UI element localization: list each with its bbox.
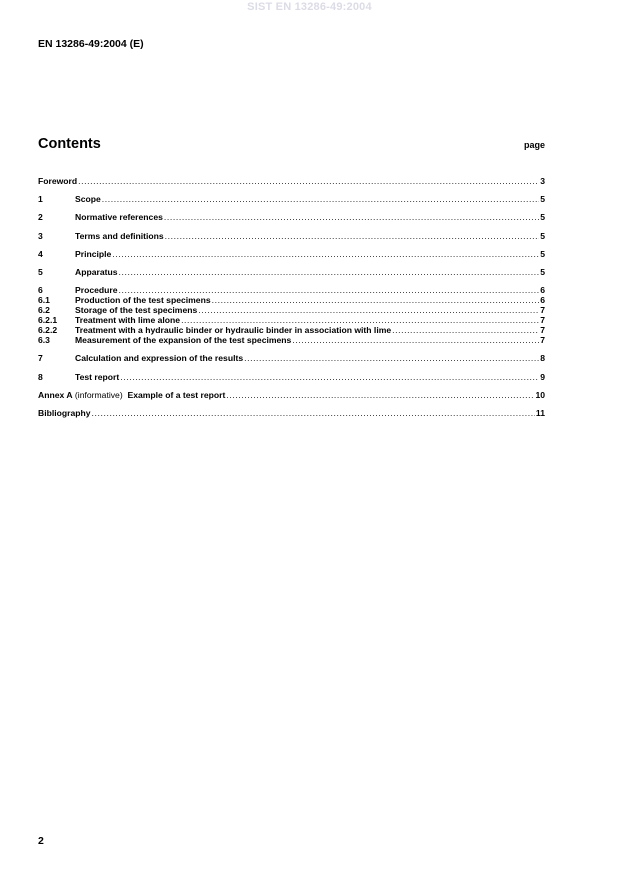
dot-leader bbox=[226, 390, 534, 400]
toc-entry-normative-references[interactable] bbox=[38, 212, 545, 222]
toc-entry-title: Apparatus bbox=[75, 266, 118, 277]
annex-qualifier: (informative) bbox=[72, 389, 123, 400]
toc-entry-page: 5 bbox=[540, 212, 545, 223]
toc-entry-title: Scope bbox=[75, 194, 101, 205]
toc-entry-title: Calculation and expression of the results bbox=[75, 353, 244, 364]
toc-entry-title: Treatment with lime alone bbox=[75, 315, 181, 326]
document-identifier: EN 13286-49:2004 (E) bbox=[38, 38, 144, 50]
toc-entry-scope[interactable] bbox=[38, 194, 545, 204]
toc-entry-page: 6 bbox=[540, 295, 545, 306]
dot-leader bbox=[165, 231, 540, 241]
dot-leader bbox=[119, 285, 540, 295]
toc-entry-title: Bibliography bbox=[38, 407, 91, 418]
toc-entry-title: Principle bbox=[75, 248, 112, 259]
toc-entry-number: 8 bbox=[38, 371, 43, 382]
toc-entry-calculation[interactable] bbox=[38, 353, 545, 363]
toc-entry-page: 11 bbox=[535, 407, 545, 418]
toc-entry-number: 6.2.1 bbox=[38, 315, 58, 326]
toc-entry-page: 7 bbox=[540, 335, 545, 346]
dot-leader bbox=[164, 212, 539, 222]
toc-entry-page: 8 bbox=[540, 353, 545, 364]
toc-entry-measurement-of-expansion[interactable] bbox=[38, 335, 545, 345]
toc-entry-number: 7 bbox=[38, 353, 43, 364]
dot-leader bbox=[198, 305, 539, 315]
toc-entry-principle[interactable] bbox=[38, 249, 545, 259]
toc-entry-page: 9 bbox=[540, 371, 545, 382]
contents-heading: Contents bbox=[38, 136, 101, 152]
toc-entry-title bbox=[38, 390, 225, 400]
toc-entry-number: 6 bbox=[38, 285, 43, 296]
dot-leader bbox=[112, 249, 539, 259]
toc-entry-page: 7 bbox=[540, 325, 545, 336]
toc-entry-number: 6.1 bbox=[38, 295, 50, 306]
toc-entry-production-of-specimens[interactable] bbox=[38, 295, 545, 305]
toc-entry-page: 5 bbox=[540, 266, 545, 277]
toc-entry-number: 5 bbox=[38, 266, 43, 277]
toc-entry-annex-a[interactable] bbox=[38, 390, 545, 400]
toc-entry-page: 7 bbox=[540, 305, 545, 316]
page-column-label: page bbox=[523, 140, 545, 150]
toc-entry-page: 5 bbox=[540, 248, 545, 259]
dot-leader bbox=[392, 325, 539, 335]
toc-entry-number: 4 bbox=[38, 248, 43, 259]
toc-entry-procedure[interactable] bbox=[38, 285, 545, 295]
toc-entry-apparatus[interactable] bbox=[38, 267, 545, 277]
table-of-contents bbox=[38, 176, 545, 418]
toc-entry-title: Storage of the test specimens bbox=[75, 305, 198, 316]
dot-leader bbox=[181, 315, 539, 325]
dot-leader bbox=[244, 353, 539, 363]
toc-entry-terms-and-definitions[interactable] bbox=[38, 231, 545, 241]
toc-entry-title: Procedure bbox=[75, 285, 118, 296]
toc-entry-title: Foreword bbox=[38, 176, 78, 186]
toc-entry-page: 5 bbox=[540, 194, 545, 205]
dot-leader bbox=[292, 335, 539, 345]
toc-entry-title: Production of the test specimens bbox=[75, 295, 211, 306]
toc-entry-title: Test report bbox=[75, 371, 120, 382]
toc-entry-page: 7 bbox=[540, 315, 545, 326]
toc-entry-title: Normative references bbox=[75, 212, 163, 223]
toc-entry-page: 6 bbox=[540, 285, 545, 296]
toc-entry-treatment-hydraulic-binder[interactable] bbox=[38, 325, 545, 335]
toc-entry-storage-of-specimens[interactable] bbox=[38, 305, 545, 315]
dot-leader bbox=[92, 408, 535, 418]
toc-entry-test-report[interactable] bbox=[38, 372, 545, 382]
page-number: 2 bbox=[38, 835, 44, 847]
toc-entry-page: 3 bbox=[540, 176, 545, 186]
toc-entry-treatment-lime-alone[interactable] bbox=[38, 315, 545, 325]
dot-leader bbox=[119, 267, 540, 277]
toc-entry-number: 6.2 bbox=[38, 305, 50, 316]
toc-entry-title: Treatment with a hydraulic binder or hydraulic binder in association with lime bbox=[75, 325, 392, 336]
toc-entry-title: Measurement of the expansion of the test specimens bbox=[75, 335, 292, 346]
toc-entry-number: 6.2.2 bbox=[38, 325, 58, 336]
toc-entry-bibliography[interactable] bbox=[38, 408, 545, 418]
toc-entry-number: 6.3 bbox=[38, 335, 50, 346]
annex-title: Example of a test report bbox=[122, 389, 226, 400]
dot-leader bbox=[102, 194, 539, 204]
watermark: SIST EN 13286-49:2004 bbox=[247, 1, 372, 13]
toc-entry-title: Terms and definitions bbox=[75, 230, 164, 241]
toc-entry-number: 3 bbox=[38, 230, 43, 241]
dot-leader bbox=[78, 176, 539, 186]
dot-leader bbox=[212, 295, 540, 305]
annex-label: Annex A bbox=[38, 389, 73, 400]
toc-entry-page: 5 bbox=[540, 230, 545, 241]
dot-leader bbox=[120, 372, 539, 382]
toc-entry-page: 10 bbox=[535, 389, 545, 400]
toc-entry-foreword[interactable] bbox=[38, 176, 545, 186]
toc-entry-number: 2 bbox=[38, 212, 43, 223]
toc-entry-number: 1 bbox=[38, 194, 43, 205]
